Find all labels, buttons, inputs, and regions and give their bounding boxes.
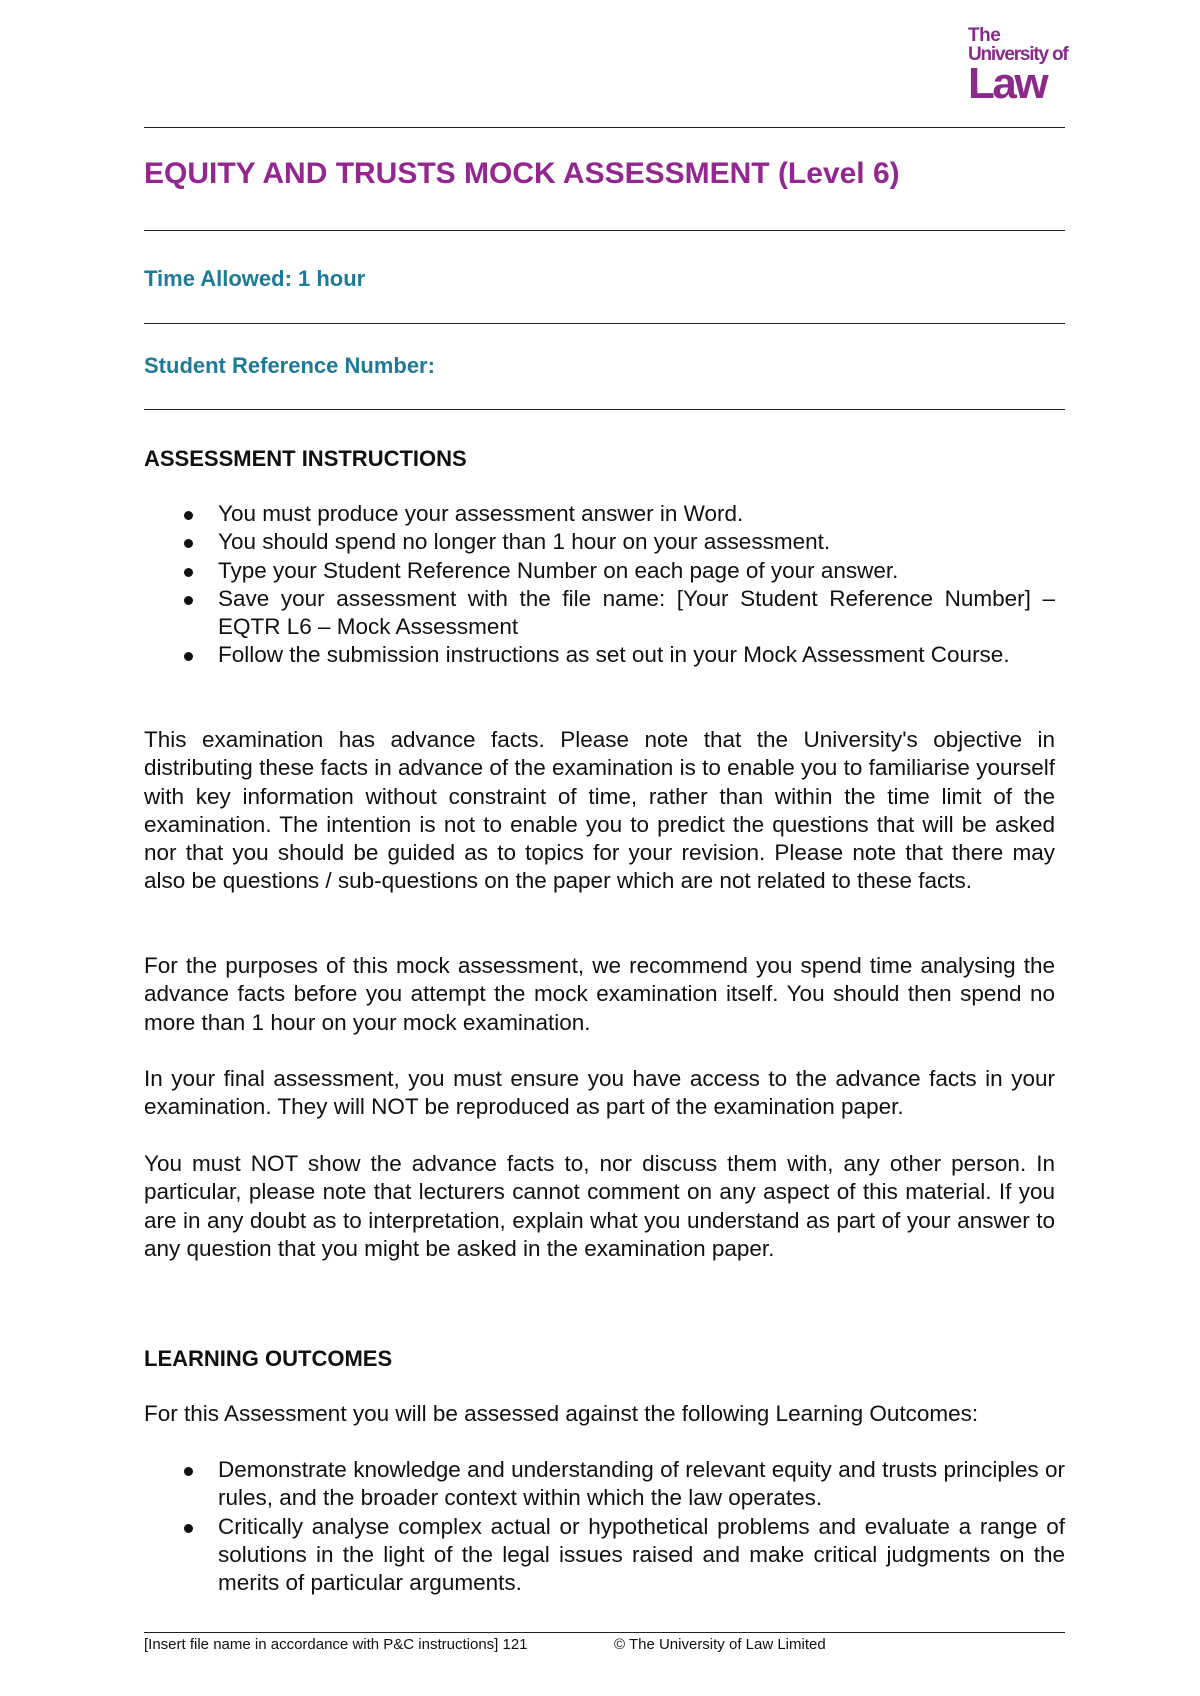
list-item: You should spend no longer than 1 hour on your assessment. xyxy=(144,528,1055,556)
list-item: Demonstrate knowledge and understanding of relevant equity and trusts principles or rules, and the broader context within which the law operates. xyxy=(144,1456,1065,1513)
bullet-icon xyxy=(184,652,193,661)
instructions-list xyxy=(144,500,1055,670)
divider-after-time xyxy=(144,323,1065,324)
student-reference-label: Student Reference Number: xyxy=(144,353,435,378)
bullet-icon xyxy=(184,511,193,520)
list-item: Critically analyse complex actual or hypothetical problems and evaluate a range of solutions in the light of the legal issues raised and make critical judgments on the merits of particular arguments. xyxy=(144,1513,1065,1598)
document-title: EQUITY AND TRUSTS MOCK ASSESSMENT (Level 6) xyxy=(144,157,900,190)
footer-divider xyxy=(144,1632,1065,1633)
divider-after-title xyxy=(144,230,1065,231)
bullet-icon xyxy=(184,596,193,605)
divider-after-reference xyxy=(144,409,1065,410)
list-item: Type your Student Reference Number on each page of your answer. xyxy=(144,557,1055,585)
learning-outcomes-list xyxy=(144,1456,1065,1597)
advance-facts-paragraph: This examination has advance facts. Please note that the University's objective in distributing these facts in advance of the examination is to enable you to familiarise yourself with key information without constraint of time, rather than within the time limit of the examination. The intention is not to enable you to predict the questions that will be asked nor that you should be guided as to topics for your revision. Please note that there may also be questions / sub-questions on the paper which are not related to these facts. xyxy=(144,727,1055,894)
logo-line-2: University of xyxy=(968,44,1068,65)
logo-line-3: Law xyxy=(968,59,1047,108)
instructions-heading: ASSESSMENT INSTRUCTIONS xyxy=(144,446,467,471)
bullet-icon xyxy=(184,568,193,577)
university-logo xyxy=(968,26,1068,106)
divider-top xyxy=(144,127,1065,128)
final-assessment-paragraph: In your final assessment, you must ensure you have access to the advance facts in your examination. They will NOT be reproduced as part of the examination paper. xyxy=(144,1066,1055,1120)
footer-file-name: [Insert file name in accordance with P&C instructions] 121 xyxy=(144,1636,528,1653)
bullet-icon xyxy=(184,1467,193,1476)
bullet-icon xyxy=(184,1524,193,1533)
mock-purpose-paragraph: For the purposes of this mock assessment, we recommend you spend time analysing the advance facts before you attempt the mock examination itself. You should then spend no more than 1 hour on your mock examination. xyxy=(144,953,1055,1035)
confidentiality-paragraph: You must NOT show the advance facts to, nor discuss them with, any other person. In particular, please note that lecturers cannot comment on any aspect of this material. If you are in any doubt as to interpretation, explain what you understand as part of your answer to any question that you might be asked in the examination paper. xyxy=(144,1151,1055,1261)
footer-copyright: © The University of Law Limited xyxy=(614,1636,826,1653)
page-footer xyxy=(144,1636,826,1653)
learning-outcomes-intro: For this Assessment you will be assessed against the following Learning Outcomes: xyxy=(144,1401,979,1426)
learning-outcomes-heading: LEARNING OUTCOMES xyxy=(144,1346,393,1371)
bullet-icon xyxy=(184,539,193,548)
list-item: Follow the submission instructions as set out in your Mock Assessment Course. xyxy=(144,641,1055,669)
list-item: You must produce your assessment answer in Word. xyxy=(144,500,1055,528)
list-item: Save your assessment with the file name: [Your Student Reference Number] – EQTR L6 – Mock Assessment xyxy=(144,585,1055,642)
logo-line-1: The xyxy=(968,25,1001,46)
time-allowed: Time Allowed: 1 hour xyxy=(144,266,366,291)
